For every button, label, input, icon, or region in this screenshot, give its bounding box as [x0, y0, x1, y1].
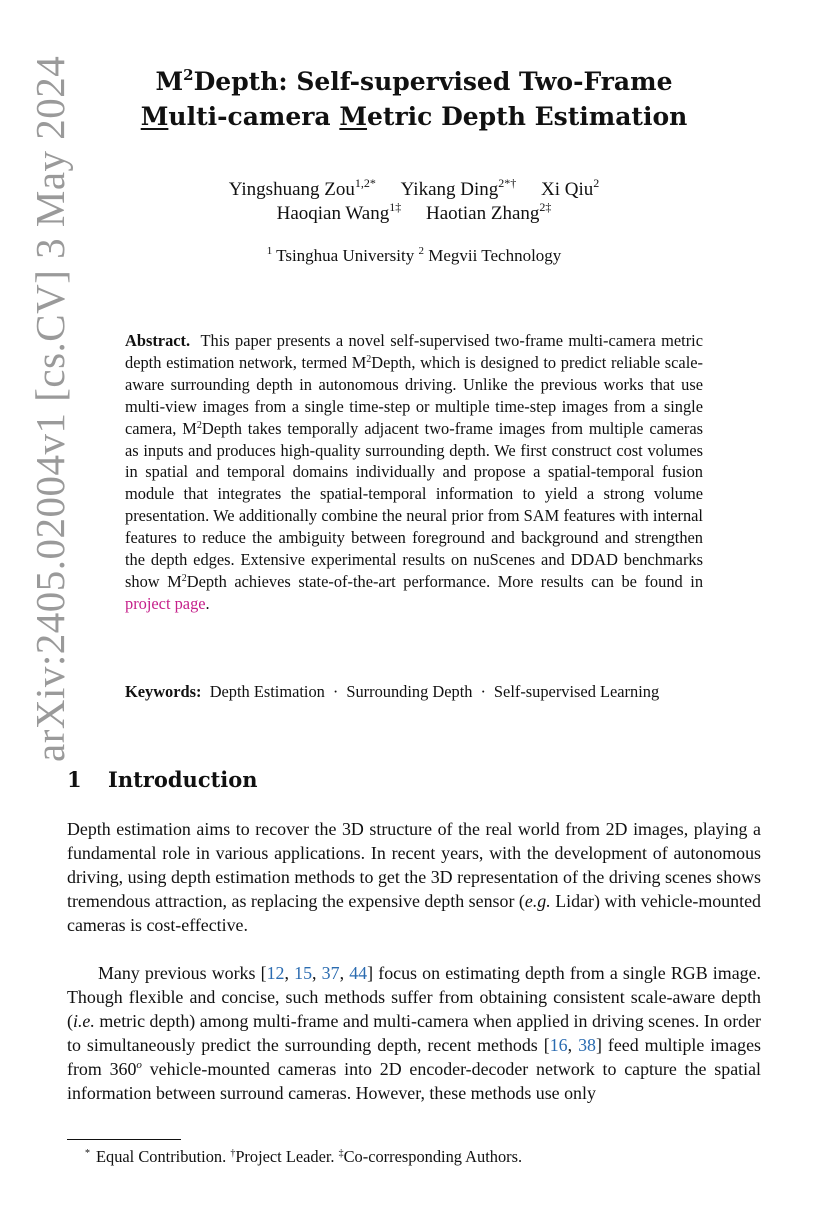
- author: Yikang Ding$^{2*\dagger}$: [400, 176, 517, 200]
- affiliations: $^1$ Tsinghua University $^2$ Megvii Technology: [266, 245, 562, 265]
- author: Xi Qiu$^2$: [541, 176, 600, 200]
- abstract-label: Abstract.: [125, 331, 191, 350]
- author: Haoqian Wang$^{1\ddagger}$: [276, 200, 402, 224]
- footnote-rule: [67, 1139, 181, 1140]
- citation-link[interactable]: 38: [578, 1034, 596, 1055]
- citation-link[interactable]: 44: [349, 963, 368, 983]
- keyword: Self-supervised Learning: [493, 682, 660, 701]
- citation-link[interactable]: 15: [294, 963, 313, 983]
- paper-title: $M^2Depth$: Self-supervised Two-Frame Multi-camera Metric Depth Estimation: [140, 66, 688, 131]
- intro-paragraph-2: Many previous works [12, 15, 37, 44] focus on estimating depth from a single RGB image. Though flexible and concise, such methods suffer from obtaining consistent scale-aware depth (i.e. metric depth) among multi-frame and multi-camera when applied in driving scenes. In order to simultaneously predict the surrounding depth, recent methods [16, 38] feed multiple images from 360$^o$ vehicle-mounted cameras into 2D encoder-decoder network to capture the spatial information between surround cameras. However, these methods use only: [67, 963, 761, 1103]
- project-page-link[interactable]: project page: [125, 593, 206, 613]
- citation-link[interactable]: 37: [321, 963, 340, 983]
- arxiv-sidebar-stamp: arXiv:2405.02004v1 [cs.CV] 3 May 2024: [27, 55, 73, 762]
- author-list: [80, 178, 748, 226]
- section-heading: 1 Introduction: [67, 767, 258, 792]
- author: Haotian Zhang$^{2\ddagger}$: [425, 200, 552, 224]
- citation-link[interactable]: 12: [266, 963, 285, 983]
- intro-paragraph-1: Depth estimation aims to recover the 3D structure of the real world from 2D images, playing a fundamental role in various applications. In recent years, with the development of autonomous driving, using depth estimation methods to get the 3D representation of the driving scenes shows tremendous attraction, as replacing the expensive depth sensor (e.g. Lidar) with vehicle-mounted cameras is cost-effective.: [67, 819, 761, 935]
- keywords: Keywords: Depth Estimation · Surrounding Depth · Self-supervised Learning: [125, 682, 660, 701]
- keyword: Surrounding Depth: [346, 682, 473, 701]
- citation-link[interactable]: 16: [549, 1034, 568, 1055]
- keywords-label: Keywords:: [125, 682, 202, 701]
- footnote: * Equal Contribution. †Project Leader. ‡Co-corresponding Authors.: [85, 1147, 523, 1166]
- author: Yingshuang Zou$^{1,2*}$: [228, 176, 376, 200]
- keyword: Depth Estimation: [209, 682, 325, 701]
- abstract: Abstract. This paper presents a novel self-supervised two-frame multi-camera metric depth estimation network, termed $M^2Depth$, which is designed to predict reliable scale-aware surrounding depth in autonomous driving. Unlike the previous works that use multi-view images from a single time-step or multiple time-step images from a single camera, $M^2Depth$ takes temporally adjacent two-frame images from multiple cameras as inputs and produces high-quality surrounding depth. We first construct cost volumes in spatial and temporal domains individually and propose a spatial-temporal fusion module that integrates the spatial-temporal information to yield a strong volume presentation. We additionally combine the neural prior from SAM features with internal features to reduce the ambiguity between foreground and background and strengthen the depth edges. Extensive experimental results on nuScenes and DDAD benchmarks show $M^2Depth$ achieves state-of-the-art performance. More results can be found in project page.: [125, 331, 704, 613]
